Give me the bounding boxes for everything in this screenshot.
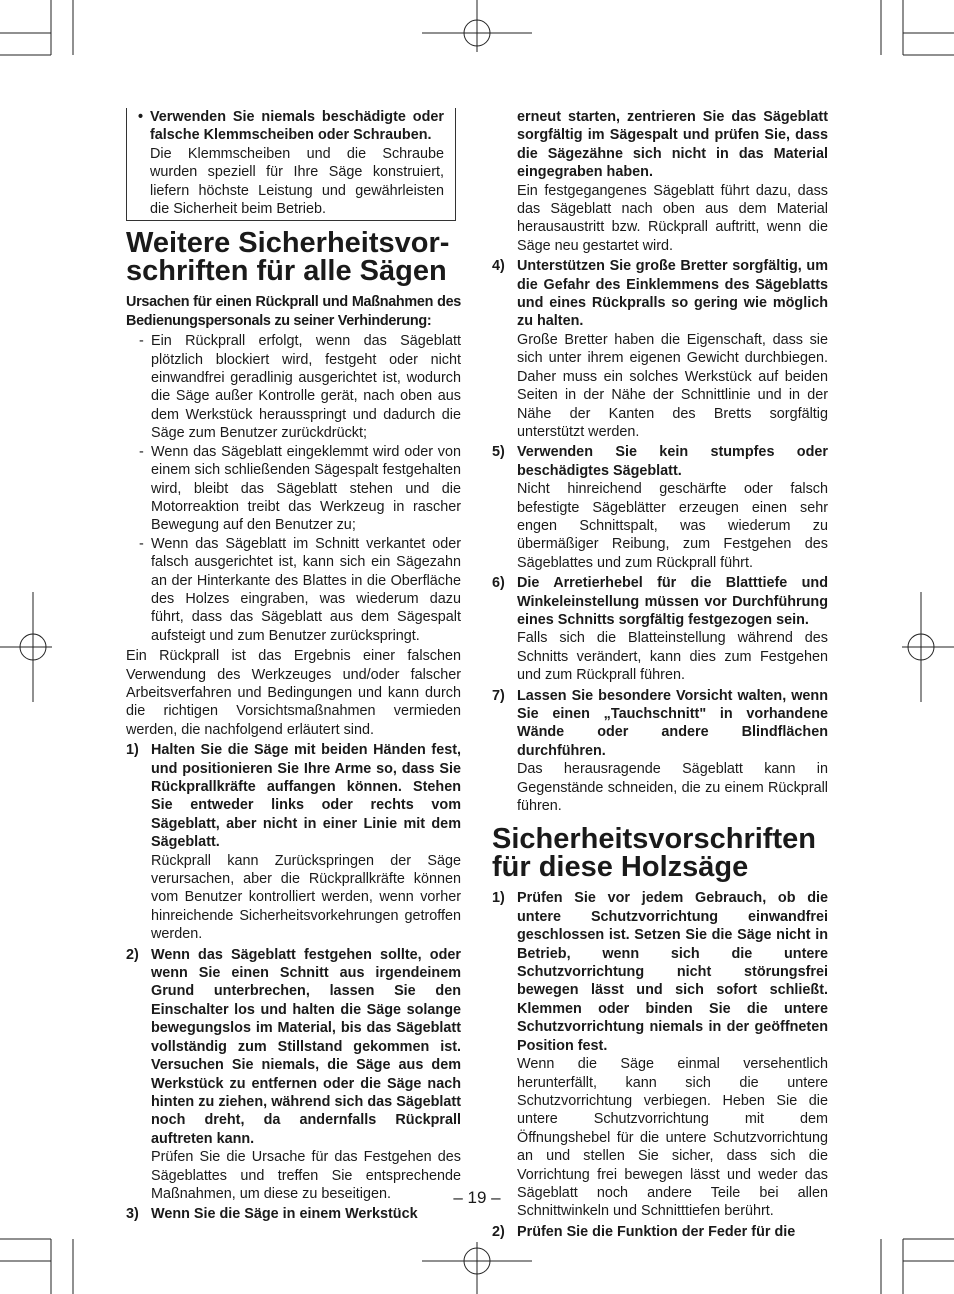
list-item <box>492 443 828 572</box>
item-text: Falls sich die Blatteinstellung während des Schnitts verändert, kann dies zum Festgehen und zum Rückprall führen. <box>517 630 828 684</box>
dash-text: Wenn das Sägeblatt eingeklemmt wird oder von einem sich schließenden Sägespalt festgehalten wird, bleibt das Sägeblatt stehen und die Motorreaktion treibt das Werkzeug in rascher Bewegung auf den Benutzer zu; <box>151 443 461 534</box>
warning-title: Verwenden Sie niemals beschädigte oder falsche Klemmscheiben oder Schrauben. <box>150 109 444 144</box>
list-item <box>126 946 461 1204</box>
item-text: Nicht hinreichend geschärfte oder falsch befestigte Sägeblätter erzeugen einen sehr engen Schnittspalt, was wiederum zu übermäßiger Reibung, zum Festgehen des Sägeblattes und zum Rückprall führt. <box>517 481 828 571</box>
dash-item <box>126 443 461 535</box>
numbered-list-right <box>492 257 828 815</box>
list-item <box>492 889 828 1220</box>
summary-text: Ein Rückprall ist das Ergebnis einer falschen Verwendung des Werkzeuges und/oder falscher Arbeitsverfahren und Bedingungen und kann durch die richtigen Vorsichtsmaßnahmen vermieden werden, die nachfolgend erläutert sind. <box>126 648 461 738</box>
item-bold-text: Prüfen Sie vor jedem Gebrauch, ob die untere Schutzvorrichtung einwandfrei geschlossen ist. Setzen Sie die Säge nicht in Betrieb, wenn sich die untere Schutzvorrichtung nicht störungsfrei bewegen lässt und sich sofort schließt. Klemmen oder binden Sie die untere Schutzvorrichtung niemals in der geöffneten Position fest. <box>517 890 828 1054</box>
bullet-icon: • <box>138 109 144 125</box>
item-number: 4) <box>492 258 505 275</box>
item-bold-text: Wenn das Sägeblatt festgehen sollte, oder wenn Sie einen Schnitt aus irgendeinem Grund unterbrechen, lassen Sie den Einschalter los und halten die Säge solange bewegungslos im Material, bis das Sägeblatt vollständig zum Stillstand gekommen ist. Versuchen Sie niemals, die Säge aus dem Werkstück zu entfernen oder die Säge nach hinten zu ziehen, während sich das Sägeblatt noch dreht, da andernfalls Rückprall auftreten kann. <box>151 946 461 1147</box>
item-text: Wenn die Säge einmal versehentlich herunterfällt, kann sich die untere Schutzvorrichtung verbiegen. Heben Sie die untere Schutzvorrichtung mit dem Öffnungshebel für die untere Schutzvorrichtung an und stellen Sie sicher, dass sich die Vorrichtung frei bewegen lässt und weder das Sägeblatt noch andere Teile bei allen Schnittwinkeln und Schnitttiefen berührt. <box>517 1056 828 1220</box>
item-bold-text: Die Arretierhebel für die Blatttiefe und Winkeleinstellung müssen vor Durchführung eines Schnitts sorgfältig festgezogen sein. <box>517 575 828 628</box>
item-bold-text: Unterstützen Sie große Bretter sorgfältig, um die Gefahr des Einklemmens des Sägeblatts und eines Rückpralls so gering wie möglich zu halten. <box>517 258 828 330</box>
right-column <box>492 108 828 1241</box>
item-bold-text: Wenn Sie die Säge in einem Werkstück <box>151 1206 418 1223</box>
item-text: Rückprall kann Zurückspringen der Säge verursachen, aber die Rückprallkräfte können vom Benutzer kontrolliert werden, wenn vorher hinreichende Sicherheitsvorkehrungen getroffen werden. <box>151 852 461 943</box>
item-text: Prüfen Sie die Ursache für das Festgehen des Sägeblattes und treffen Sie entsprechende Maßnahmen, um diese zu beseitigen. <box>151 1149 461 1202</box>
list-item <box>126 1205 461 1223</box>
dash-item <box>126 535 461 645</box>
dash-icon: - <box>139 535 144 552</box>
list-item <box>492 574 828 684</box>
item-number: 7) <box>492 687 505 704</box>
dash-icon: - <box>139 333 144 350</box>
dash-text: Wenn das Sägeblatt im Schnitt verkantet oder falsch ausgerichtet ist, kann sich ein Sägezahn an der Hinterkante des Blattes in die Oberfläche des Holzes eingraben, was wiederum dazu führt, dass das Sägeblatt aus dem Sägespalt aufsteigt und zum Benutzer zurückspringt. <box>151 535 461 644</box>
item-number: 2) <box>492 1223 505 1240</box>
dash-text: Ein Rückprall erfolgt, wenn das Sägeblatt plötzlich blockiert wird, festgeht oder nicht einwandfrei geradlinig ausgerichtet ist, wodurch die Säge außer Kontrolle gerät, nach oben aus dem Werkstück herausspringt und dadurch die Säge zum Benutzer zurückdrückt; <box>151 333 461 442</box>
dash-list <box>126 332 461 645</box>
section-heading-1: Weitere Sicherheitsvor-schriften für alle Sägen <box>126 227 450 288</box>
intro-text: Ursachen für einen Rückprall und Maßnahmen des Bedienungspersonals zu seiner Verhinderung: <box>126 294 461 329</box>
warning-text: Die Klemmscheiben und die Schraube wurden speziell für Ihre Säge konstruiert, liefern höchste Leistung und gewährleisten die Sicherheit beim Betrieb. <box>150 145 444 218</box>
item-text: Große Bretter haben die Eigenschaft, dass sie sich unter ihrem eigenen Gewicht durchbiegen. Daher muss ein solches Werkstück auf beiden Seiten in der Nähe der Schnittlinie und in der Nähe der Kanten des Bretts sorgfältig unterstützt werden. <box>517 331 828 440</box>
item-number: 1) <box>492 890 505 907</box>
list-item <box>492 257 828 441</box>
continuation-bold: erneut starten, zentrieren Sie das Sägeblatt sorgfältig im Sägespalt und prüfen Sie, dass die Sägezähne sich nicht in das Material eingegraben haben. <box>517 109 828 181</box>
item-number: 2) <box>126 946 139 963</box>
section-heading-2: Sicherheitsvorschriften für diese Holzsäge <box>492 823 816 884</box>
item-bold-text: Prüfen Sie die Funktion der Feder für die <box>517 1223 796 1240</box>
numbered-list-left <box>126 741 461 1224</box>
item-bold-text: Halten Sie die Säge mit beiden Händen fest, und positionieren Sie Ihre Arme so, dass Sie Rückprallkräfte auffangen können. Stehen Sie entweder links oder rechts vom Sägeblatt, aber nicht in einer Linie mit dem Sägeblatt. <box>151 742 461 851</box>
list-item <box>492 1223 828 1241</box>
item-number: 3) <box>126 1206 139 1223</box>
list-item <box>126 741 461 943</box>
dash-item <box>126 332 461 442</box>
item-text: Das herausragende Sägeblatt kann in Gegenstände schneiden, die zu einem Rückprall führen. <box>517 761 828 815</box>
list-item <box>492 687 828 816</box>
continuation-item <box>492 108 828 255</box>
left-column <box>126 108 461 1224</box>
item-bold-text: Verwenden Sie kein stumpfes oder beschädigtes Sägeblatt. <box>517 444 828 479</box>
warning-bullet <box>138 108 444 218</box>
item-bold-text: Lassen Sie besondere Vorsicht walten, wenn Sie einen „Tauchschnitt" in vorhandene Wände oder andere Blindflächen durchführen. <box>517 687 828 759</box>
item-number: 1) <box>126 742 139 759</box>
item-number: 5) <box>492 444 505 461</box>
item-number: 6) <box>492 575 505 592</box>
continuation-text: Ein festgegangenes Sägeblatt führt dazu, dass das Sägeblatt nach oben aus dem Material herausaustritt bzw. Rückprall auftritt, wenn die Säge neu gestartet wird. <box>517 182 828 254</box>
page-number: – 19 – <box>453 1188 501 1207</box>
warning-box <box>126 108 456 221</box>
dash-icon: - <box>139 443 144 460</box>
